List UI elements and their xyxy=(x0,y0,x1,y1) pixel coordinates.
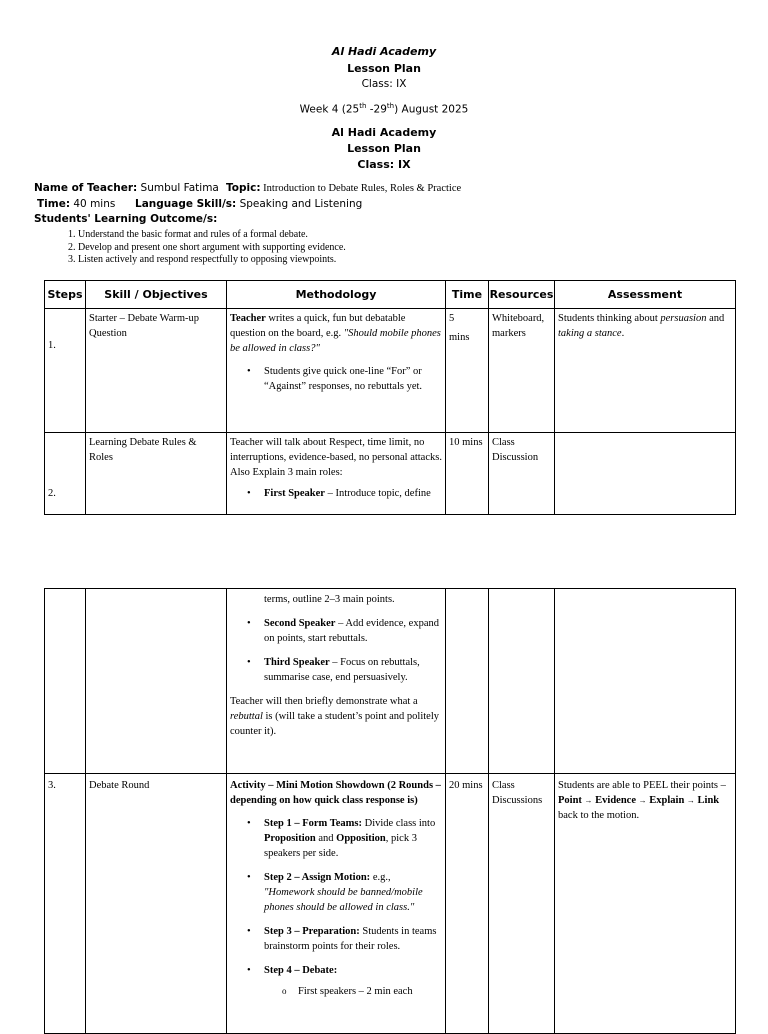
teacher-line xyxy=(34,182,219,194)
methodology-cell: Activity – Mini Motion Showdown (2 Rounds – depending on how quick class response is) • Step 1 – Form Teams: Divide class into Proposition and Opposition, pick 3 speakers per side. • Step 2 – Assign Motion: e.g., "Homework should be banned/mobile phones should be allowed in class." • Step 3 – Preparation: Students in teams brainstorm points for their roles. • Step 4 – Debate: o First speakers – 2 min each xyxy=(227,774,446,1034)
table-row xyxy=(45,589,736,774)
resources-cell: Class Discussion xyxy=(489,433,555,515)
teacher-label: Name of Teacher: xyxy=(34,182,138,194)
col-header-resources: Resources xyxy=(489,281,555,309)
lesson-table xyxy=(44,280,736,515)
time-cell: 10 mins xyxy=(446,433,489,515)
topic-value: Introduction to Debate Rules, Roles & Practice xyxy=(260,183,462,194)
resources-cell: Class Discussions xyxy=(489,774,555,1034)
time-line xyxy=(37,198,115,210)
outcomes-list xyxy=(62,229,346,267)
skill-cell: Learning Debate Rules & Roles xyxy=(86,433,227,515)
col-header-skill: Skill / Objectives xyxy=(86,281,227,309)
teacher-value: Sumbul Fatima xyxy=(137,182,219,194)
skill-value: Speaking and Listening xyxy=(236,198,363,210)
list-item: • Third Speaker – Focus on rebuttals, summarise case, end persuasively. xyxy=(264,655,442,685)
methodology-cell: Teacher will talk about Respect, time limit, no interruptions, evidence-based, no personal attacks. Also Explain 3 main roles: • First Speaker – Introduce topic, define xyxy=(227,433,446,515)
outcome-item: 1. Understand the basic format and rules of a formal debate. xyxy=(78,229,346,242)
outcome-item: 3. Listen actively and respond respectfully to opposing viewpoints. xyxy=(78,254,346,267)
assessment-cell xyxy=(555,433,736,515)
assessment-cell: Students thinking about persuasion and taking a stance. xyxy=(555,309,736,433)
step-cell: 1. xyxy=(45,309,86,433)
time-cell: 5 mins xyxy=(446,309,489,433)
assessment-cell xyxy=(555,589,736,774)
skill-label: Language Skill/s: xyxy=(135,198,237,210)
outcomes-heading: Students' Learning Outcome/s: xyxy=(34,213,218,225)
col-header-steps: Steps xyxy=(45,281,86,309)
doc-title: Lesson Plan xyxy=(347,62,421,75)
step-cell: 2. xyxy=(45,433,86,515)
methodology-cell: Teacher writes a quick, fun but debatable question on the board, e.g. "Should mobile phones be allowed in class?" • Students give quick one-line “For” or “Against” responses, no rebuttals yet. xyxy=(227,309,446,433)
resources-cell: Whiteboard, markers xyxy=(489,309,555,433)
resources-cell xyxy=(489,589,555,774)
skill-cell: Debate Round xyxy=(86,774,227,1034)
list-item: • First Speaker – Introduce topic, define xyxy=(264,486,442,501)
time-label: Time: xyxy=(37,198,71,210)
time-value: 40 mins xyxy=(70,198,116,210)
list-item: • Step 4 – Debate: o First speakers – 2 min each xyxy=(264,963,442,999)
academy-name: Al Hadi Academy xyxy=(331,45,437,58)
week-line: Week 4 (25th -29th) August 2025 xyxy=(299,102,469,116)
list-item: • Students give quick one-line “For” or “Against” responses, no rebuttals yet. xyxy=(264,364,442,394)
doc-title-2: Lesson Plan xyxy=(347,142,421,155)
table-row xyxy=(45,774,736,1034)
list-item: • Step 1 – Form Teams: Divide class into Proposition and Opposition, pick 3 speakers per side. xyxy=(264,816,442,861)
skill-cell: Starter – Debate Warm-up Question xyxy=(86,309,227,433)
topic-line xyxy=(226,182,461,194)
academy-name-2: Al Hadi Academy xyxy=(331,126,437,139)
list-item: • Step 2 – Assign Motion: e.g., "Homework should be banned/mobile phones should be allowed in class." xyxy=(264,870,442,915)
class-line: Class: IX xyxy=(361,78,407,90)
class-line-2: Class: IX xyxy=(357,158,411,171)
list-item: • Step 3 – Preparation: Students in teams brainstorm points for their roles. xyxy=(264,924,442,954)
list-item: • Second Speaker – Add evidence, expand on points, start rebuttals. xyxy=(264,616,442,646)
skill-cell xyxy=(86,589,227,774)
sub-list-item: o First speakers – 2 min each xyxy=(298,984,442,999)
table-row xyxy=(45,433,736,515)
col-header-assessment: Assessment xyxy=(555,281,736,309)
time-cell: 20 mins xyxy=(446,774,489,1034)
table-row xyxy=(45,309,736,433)
methodology-cell: terms, outline 2–3 main points. • Second Speaker – Add evidence, expand on points, start rebuttals. • Third Speaker – Focus on rebuttals, summarise case, end persuasively. Teacher will then briefly demonstrate what a rebuttal is (will take a student’s point and politely counter it). xyxy=(227,589,446,774)
step-cell xyxy=(45,589,86,774)
time-cell xyxy=(446,589,489,774)
topic-label: Topic: xyxy=(226,182,261,194)
skill-line xyxy=(135,198,362,210)
lesson-table-continued xyxy=(44,588,736,1034)
step-cell: 3. xyxy=(45,774,86,1034)
col-header-methodology: Methodology xyxy=(227,281,446,309)
col-header-time: Time xyxy=(446,281,489,309)
table-header-row xyxy=(45,281,736,309)
outcome-item: 2. Develop and present one short argument with supporting evidence. xyxy=(78,242,346,255)
assessment-cell: Students are able to PEEL their points – Point → Evidence → Explain → Link back to the motion. xyxy=(555,774,736,1034)
